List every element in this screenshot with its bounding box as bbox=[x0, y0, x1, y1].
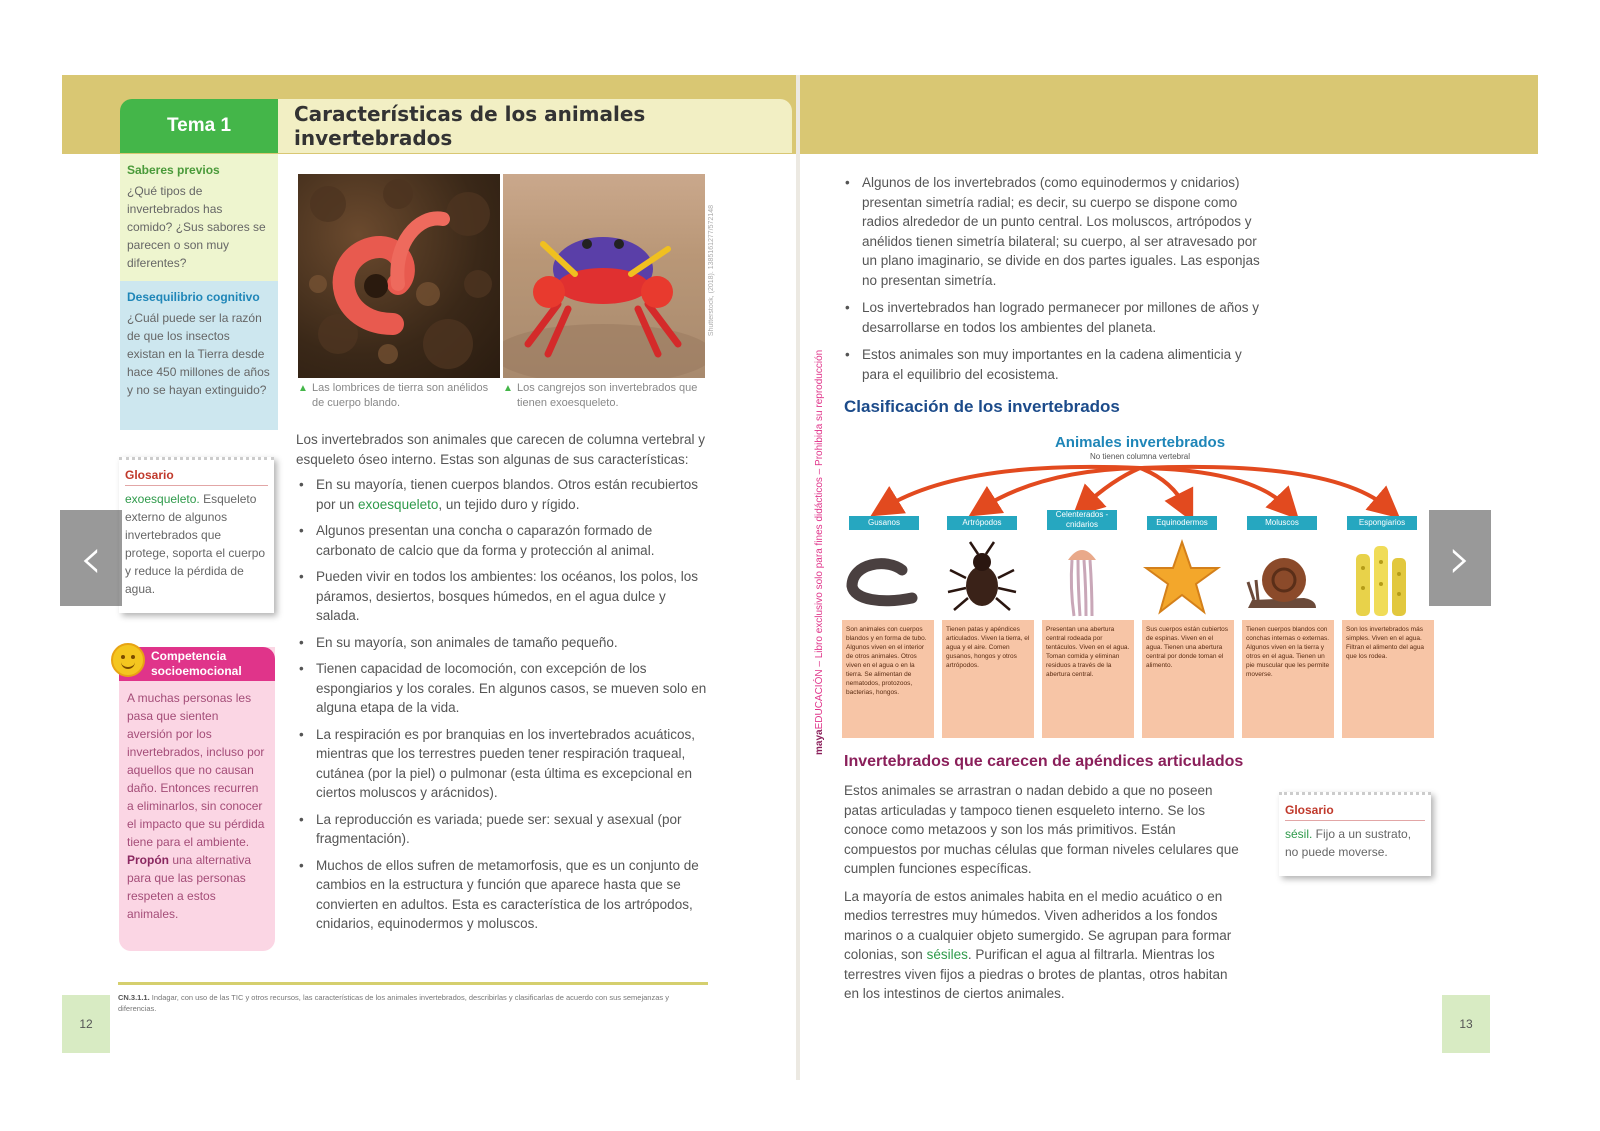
intro-paragraph: Los invertebrados son animales que carecen de columna vertebral y esqueleto óseo interno. Estas son algunas de sus características: bbox=[296, 432, 705, 467]
vertical-credit bbox=[814, 335, 825, 755]
glosario-heading: Glosario bbox=[125, 468, 268, 486]
paragraph-2-text-a: La mayoría de estos animales habita en el medio acuático o en medios terrestres muy húmedos. Viven adheridos a los fondos marinos o a cualquier objeto sumergido. Se agrupan para formar colonias, son bbox=[844, 888, 1232, 962]
book-spread bbox=[62, 75, 1538, 1080]
desc-celenterados: Presentan una abertura central rodeada por tentáculos. Viven en el agua. Toman comida y eliminan residuos a través de la abertura central. bbox=[1042, 620, 1134, 738]
diagram-arrows bbox=[842, 430, 1438, 530]
classification-diagram bbox=[842, 430, 1438, 740]
list-item: • Algunos de los invertebrados (como equinodermos y cnidarios) presentan simetría radial; es decir, su cuerpo se dispone como radios alrededor de un punto central. Los moluscos, artrópodos y anélidos tienen simetría bilateral; su cuerpo, al ser atravesado por un plano imaginario, se divide en dos partes iguales. Las esponjas no presentan simetría. bbox=[842, 173, 1272, 290]
diagram-subtitle: No tienen columna vertebral bbox=[1089, 452, 1191, 461]
earthworm-photo bbox=[298, 174, 500, 378]
bullet1-term: exoesqueleto bbox=[358, 496, 439, 512]
category-espongiarios: Espongiarios bbox=[1347, 516, 1417, 530]
title-box bbox=[278, 99, 792, 153]
smiley-icon bbox=[111, 643, 145, 677]
glosario-box bbox=[119, 457, 274, 613]
glosario-box-right bbox=[1279, 792, 1431, 876]
chevron-left-icon: ‹ bbox=[79, 524, 103, 592]
competencia-text bbox=[127, 689, 267, 923]
body-text-right-2 bbox=[844, 781, 1244, 1012]
saberes-previos-box bbox=[120, 154, 278, 281]
competencia-heading-line2: socioemocional bbox=[151, 664, 242, 678]
competencia-text-b: una alternativa para que las personas respeten a estos animales. bbox=[127, 853, 252, 921]
competencia-text-bold: Propón bbox=[127, 853, 169, 867]
desequilibrio-text: ¿Cuál puede ser la razón de que los insectos existan en la Tierra desde hace 450 millones de años y no se hayan extinguido? bbox=[127, 311, 270, 397]
jellyfish-icon bbox=[1042, 538, 1122, 618]
desequilibrio-box bbox=[120, 281, 278, 430]
list-item: • La reproducción es variada; puede ser: sexual y asexual (por fragmentación). bbox=[296, 810, 708, 849]
competencia-text-a: A muchas personas les pasa que sienten aversión por los invertebrados, incluso por aquellos que no causan daño. Entonces recurren a eliminarlos, sin conocer el impacto que su pérdida tiene para el ambiente. bbox=[127, 691, 265, 849]
beetle-icon bbox=[942, 538, 1022, 618]
crab-photo bbox=[503, 174, 705, 378]
body-text-left bbox=[296, 430, 708, 941]
glosario-term: exoesqueleto. bbox=[125, 492, 200, 506]
category-equinodermos: Equinodermos bbox=[1147, 516, 1217, 530]
category-celenterados: Celenterados - cnidarios bbox=[1047, 510, 1117, 530]
saberes-previos-text: ¿Qué tipos de invertebrados has comido? ¿Sus sabores se parecen o son muy diferentes? bbox=[127, 184, 266, 270]
desc-artropodos: Tienen patas y apéndices articulados. Viven la tierra, el agua y el aire. Comen gusanos, hongos y otros artrópodos. bbox=[942, 620, 1034, 738]
footnote-code: CN.3.1.1. bbox=[118, 993, 150, 1002]
vertical-brand: maya bbox=[814, 729, 825, 755]
glosario-text bbox=[125, 490, 268, 598]
next-page-button[interactable] bbox=[1429, 510, 1491, 606]
vertical-credit-text: EDUCACIÓN – Libro exclusivo solo para fines didácticos – Prohibida su reproducción bbox=[814, 349, 825, 730]
crab-illustration bbox=[503, 174, 705, 378]
list-item: • Tienen capacidad de locomoción, con excepción de los espongiarios y los corales. En algunos casos, se mueven solo en alguna etapa de la vida. bbox=[296, 659, 708, 718]
snail-icon bbox=[1242, 538, 1322, 618]
worm-icon bbox=[842, 538, 922, 618]
page-title: Características de los animales invertebrados bbox=[294, 102, 646, 150]
desc-gusanos: Son animales con cuerpos blandos y en forma de tubo. Algunos viven en el interior de otros animales. Otros viven en el agua o en la tierra. Se alimentan de nematodos, protozoos, bacterias, hongos. bbox=[842, 620, 934, 738]
footer-divider bbox=[118, 982, 708, 985]
desc-espongiarios: Son los invertebrados más simples. Viven en el agua. Filtran el alimento del agua que los rodea. bbox=[1342, 620, 1434, 738]
header-band-right bbox=[800, 75, 1538, 154]
earthworm-caption: ▲ Las lombrices de tierra son anélidos de cuerpo blando. bbox=[298, 381, 498, 411]
prev-page-button[interactable] bbox=[60, 510, 122, 606]
diagram-title: Animales invertebrados bbox=[1054, 434, 1226, 451]
footnote-text: Indagar, con uso de las TIC y otros recursos, las características de los animales invertebrados, describirlas y clasificarlas de acuerdo con sus semejanzas y diferencias. bbox=[118, 993, 669, 1013]
paragraph-1: Estos animales se arrastran o nadan debido a que no poseen patas articuladas y tampoco tienen esqueleto interno. Se los conoce como metazoos y son los más primitivos. Están compuestos por muchas células que forman niveles celulares que cumplen funciones específicas. bbox=[844, 783, 1239, 876]
competencia-heading-line1: Competencia bbox=[151, 649, 227, 663]
list-item: • Algunos presentan una concha o caparazón formado de carbonato de calcio que da forma y protección al animal. bbox=[296, 521, 708, 560]
list-item: • Muchos de ellos sufren de metamorfosis, que es un conjunto de cambios en la estructura y función que aparece hasta que se convierten en adultos. Esta es característica de los artrópodos, cnidarios, equinodermos y moluscos. bbox=[296, 856, 708, 934]
paragraph-2-text-b: . Purifican el agua al filtrarla. Mientras los terrestres viven fijos a piedras o brotes de plantas, otros habitan en los intestinos de ciertos animales. bbox=[844, 947, 1228, 1001]
desequilibrio-heading: Desequilibrio cognitivo bbox=[127, 290, 260, 304]
category-gusanos: Gusanos bbox=[849, 516, 919, 530]
list-item: • Estos animales son muy importantes en la cadena alimenticia y para el equilibrio del ecosistema. bbox=[842, 345, 1272, 384]
sponge-icon bbox=[1342, 538, 1422, 618]
list-item: • En su mayoría, son animales de tamaño pequeño. bbox=[296, 633, 708, 653]
saberes-previos-heading: Saberes previos bbox=[127, 163, 220, 177]
footnote bbox=[118, 992, 708, 1014]
category-artropodos: Artrópodos bbox=[947, 516, 1017, 530]
glosario-definition-right: Fijo a un sustrato, no puede moverse. bbox=[1285, 827, 1412, 859]
desc-moluscos: Tienen cuerpos blandos con conchas internas o externas. Algunos viven en la tierra y otros en el agua. Tienen un pie muscular que les permite moverse. bbox=[1242, 620, 1334, 738]
page-number-right: 13 bbox=[1442, 995, 1490, 1053]
desc-equinodermos: Sus cuerpos están cubiertos de espinas. Viven en el agua. Tienen una abertura central por donde toman el alimento. bbox=[1142, 620, 1234, 738]
paragraph-2-term: sésiles bbox=[926, 947, 968, 962]
bullet1-text-a: En su mayoría, tienen cuerpos blandos. Otros están recubiertos por un bbox=[316, 477, 698, 512]
glosario-term-right: sésil. bbox=[1285, 827, 1313, 841]
tema-label: Tema 1 bbox=[120, 99, 278, 153]
list-item bbox=[296, 475, 708, 514]
list-item: • Pueden vivir en todos los ambientes: los océanos, los polos, los páramos, desiertos, bosques húmedos, en el agua dulce y salada. bbox=[296, 567, 708, 626]
list-item: • La respiración es por branquias en los invertebrados acuáticos, mientras que los terrestres pueden tener respiración traqueal, cutánea (por la piel) o pulmonar (esta última es excepcional en ciertos moluscos y arácnidos). bbox=[296, 725, 708, 803]
glosario-heading-right: Glosario bbox=[1285, 803, 1425, 821]
chevron-right-icon: › bbox=[1448, 524, 1472, 592]
crab-caption: ▲ Los cangrejos son invertebrados que tienen exoesqueleto. bbox=[503, 381, 703, 411]
paragraph-2 bbox=[844, 887, 1244, 1004]
page-gutter bbox=[796, 75, 800, 1080]
invertebrados-heading: Invertebrados que carecen de apéndices articulados bbox=[844, 753, 1244, 770]
glosario-definition: Esqueleto externo de algunos invertebrados que protege, soporta el cuerpo y reduce la pérdida de agua. bbox=[125, 492, 266, 596]
photo-credit: Shutterstock, (2018). 1385161277/572148 bbox=[708, 205, 715, 337]
earthworm-illustration bbox=[298, 174, 500, 378]
glosario-text-right bbox=[1285, 825, 1425, 861]
starfish-icon bbox=[1142, 538, 1222, 618]
page-number-left: 12 bbox=[62, 995, 110, 1053]
body-text-right bbox=[842, 173, 1272, 392]
list-item: • Los invertebrados han logrado permanecer por millones de años y desarrollarse en todos los ambientes del planeta. bbox=[842, 298, 1272, 337]
category-moluscos: Moluscos bbox=[1247, 516, 1317, 530]
bullet1-text-b: , un tejido duro y rígido. bbox=[438, 496, 580, 512]
clasificacion-heading: Clasificación de los invertebrados bbox=[844, 397, 1120, 416]
competencia-box bbox=[119, 647, 275, 951]
